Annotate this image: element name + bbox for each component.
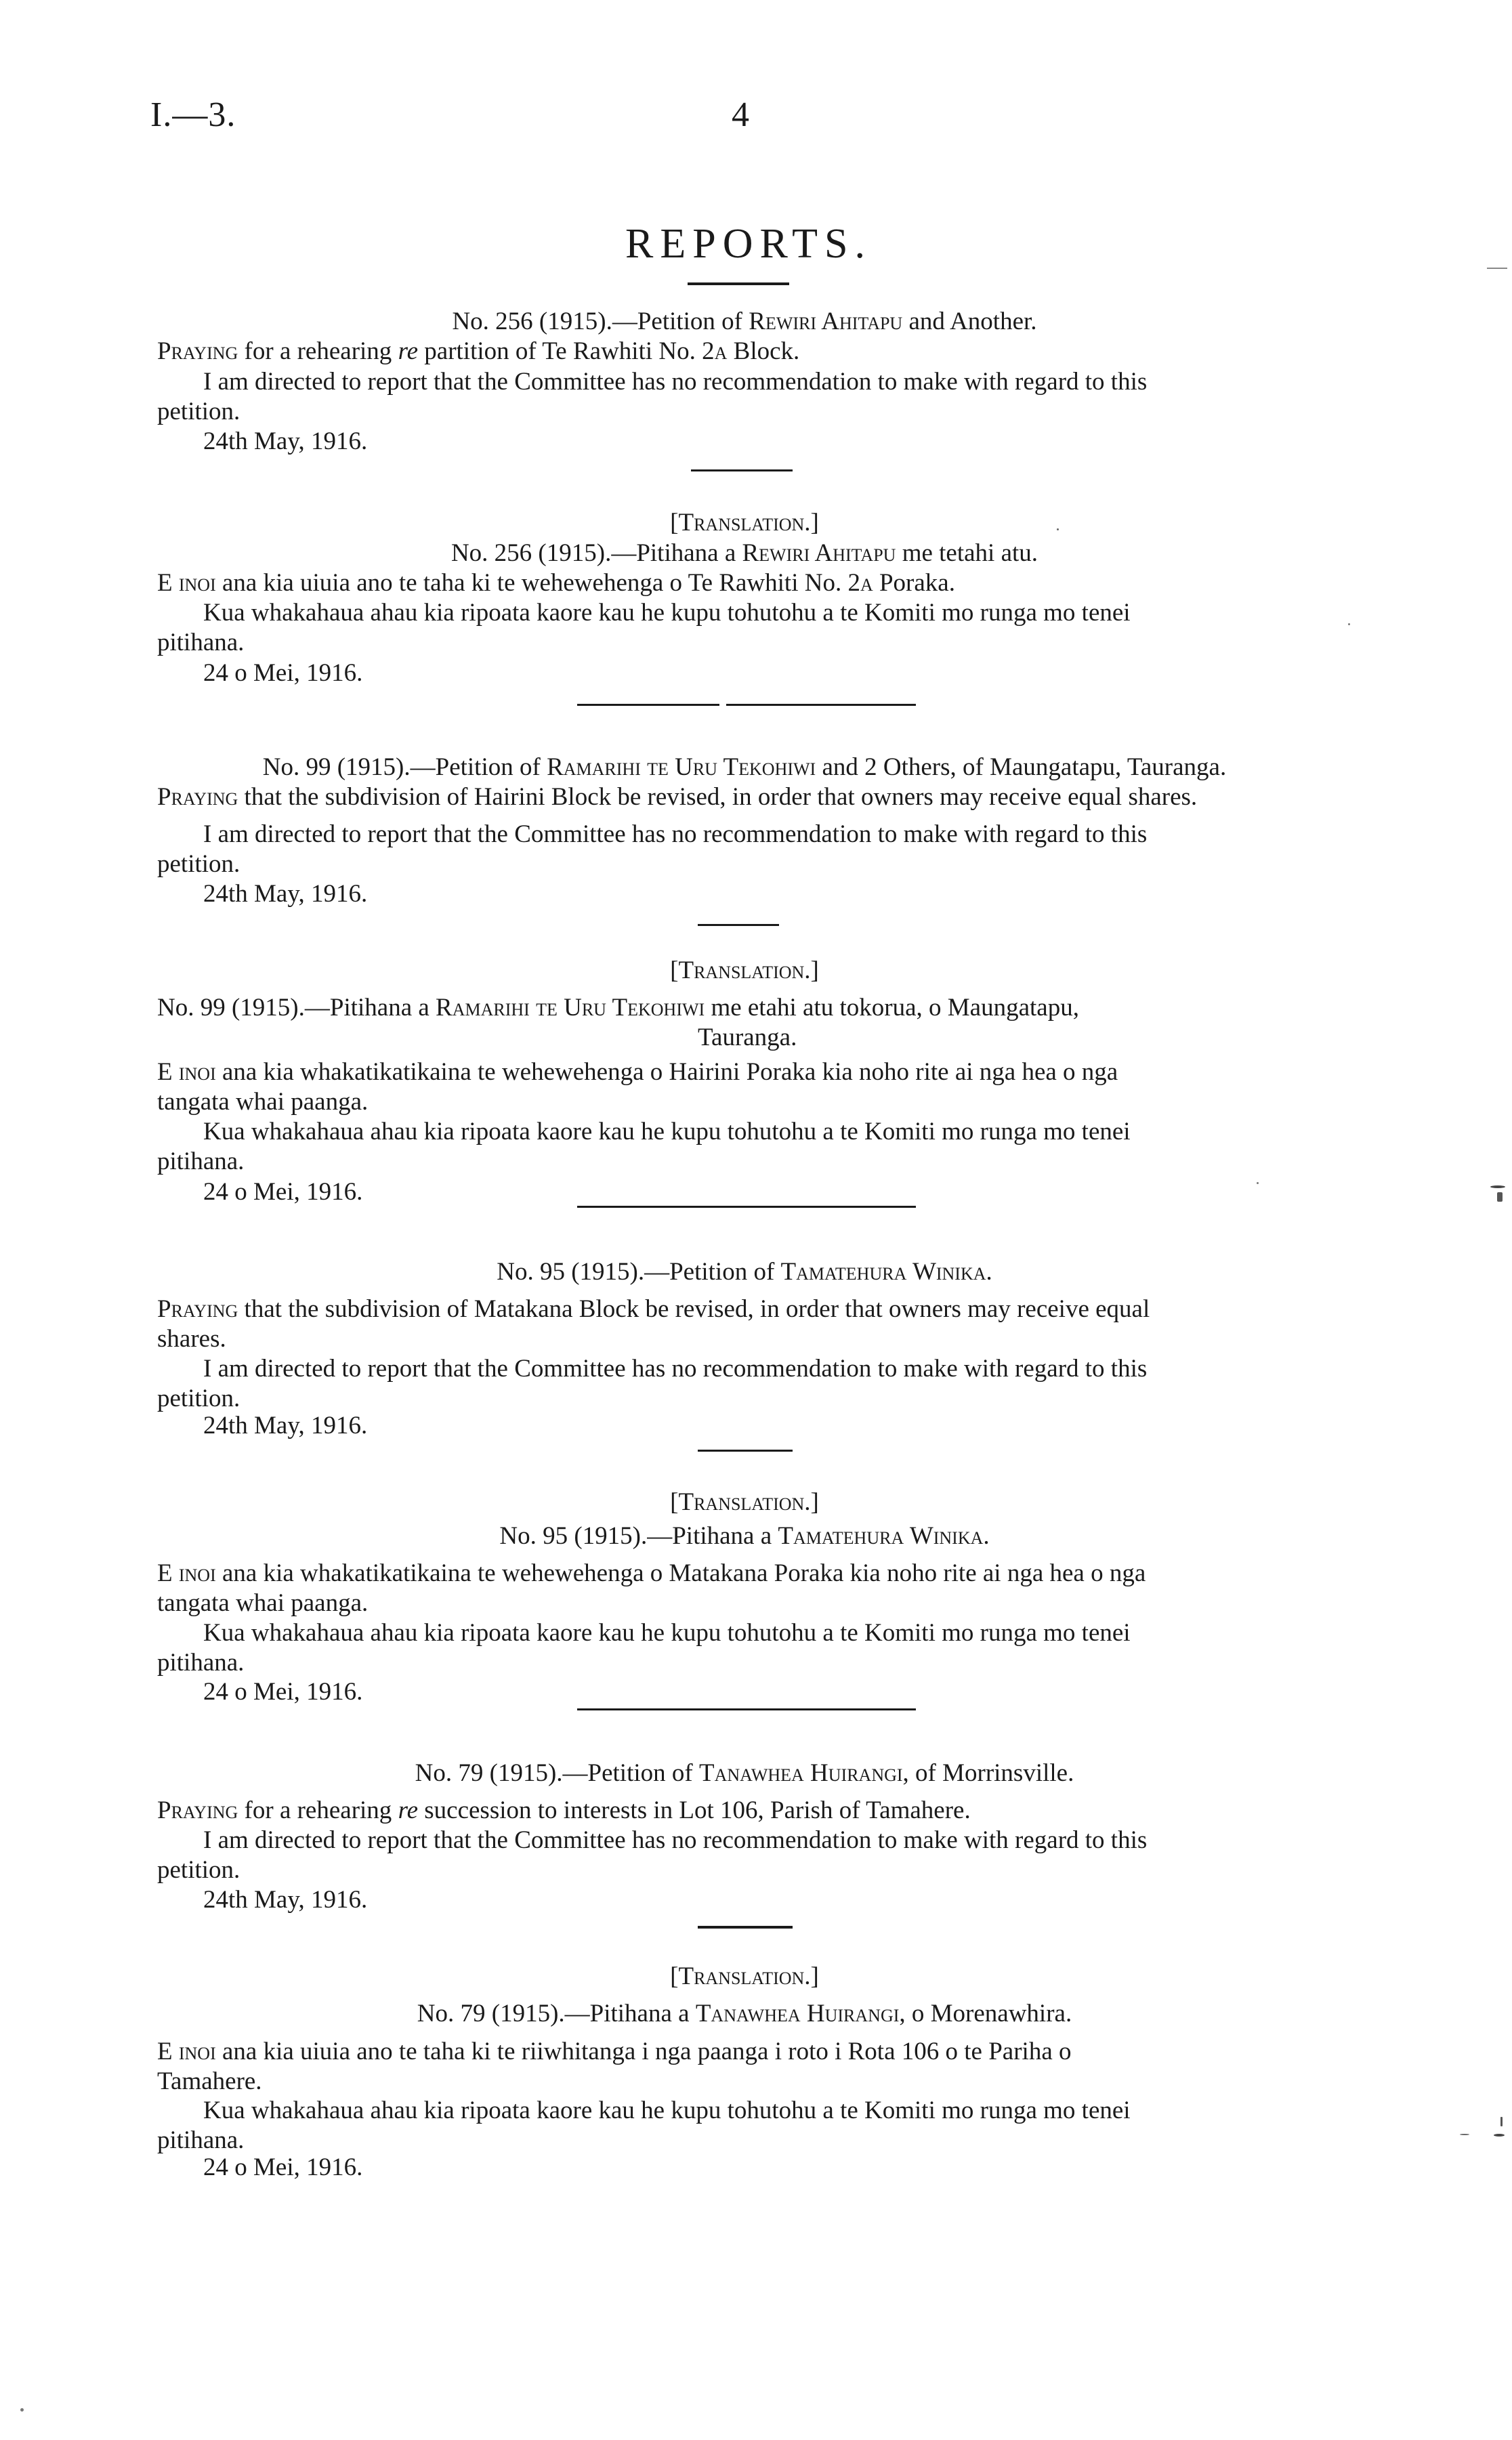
scan-mark <box>20 2408 24 2412</box>
praying-line: shares. <box>157 1325 226 1353</box>
page-number: 4 <box>732 96 749 134</box>
praying-text: for a rehearing <box>238 1796 398 1824</box>
translation-report-line: pitihana. <box>157 629 245 656</box>
translation-report-line: pitihana. <box>157 1148 245 1175</box>
petitioner-name: Tamatehura Winika <box>780 1258 986 1286</box>
section-rule <box>698 924 779 926</box>
petition-heading <box>157 1257 1332 1288</box>
heading-prefix: No. 95 (1915).—Petition of <box>497 1258 781 1286</box>
heading-suffix: and 2 Others, of Maungatapu, Tauranga. <box>816 753 1227 781</box>
praying-line <box>157 1795 971 1826</box>
praying-word: Praying <box>157 337 238 365</box>
scan-mark <box>1348 623 1350 625</box>
section-rule <box>698 1450 793 1452</box>
report-date: 24th May, 1916. <box>203 427 368 455</box>
translation-label: [Translation.] <box>670 1488 819 1516</box>
translation-report-line: Kua whakahaua ahau kia ripoata kaore kau he kupu tohutohu a te Komiti mo runga mo tenei <box>203 1619 1131 1647</box>
translation-report-line: Kua whakahaua ahau kia ripoata kaore kau he kupu tohutohu a te Komiti mo runga mo tenei <box>203 599 1131 627</box>
inoi-e: E <box>157 1058 179 1086</box>
report-date: 24th May, 1916. <box>203 1886 368 1914</box>
report-line: petition. <box>157 850 240 878</box>
heading-prefix: No. 79 (1915).—Pitihana a <box>417 2000 696 2027</box>
praying-re: re <box>398 1796 419 1824</box>
translation-label: [Translation.] <box>670 509 819 537</box>
section-rule <box>577 1206 916 1208</box>
inoi-word: inoi <box>178 569 216 597</box>
translation-label: [Translation.] <box>670 956 819 984</box>
petitioner-name: Ramarihi te Uru Tekohiwi <box>436 994 705 1022</box>
inoi-word: inoi <box>178 1559 216 1587</box>
translation-date: 24 o Mei, 1916. <box>203 1678 363 1706</box>
petitioner-name: Tanawhea Huirangi <box>695 2000 900 2027</box>
translation-heading-cont: Tauranga. <box>698 1024 797 1051</box>
inoi-line: tangata whai paanga. <box>157 1088 369 1116</box>
report-line: I am directed to report that the Committee has no recommendation to make with regard to this <box>203 1826 1148 1854</box>
praying-text: that the subdivision of Matakana Block be revised, in order that owners may receive equal <box>238 1295 1150 1323</box>
petitioner-name: Rewiri Ahitapu <box>742 539 896 567</box>
report-date: 24th May, 1916. <box>203 1412 368 1439</box>
heading-suffix: , o Morenawhira. <box>899 2000 1072 2027</box>
inoi-text: ana kia whakatikatikaina te wehewehenga o Matakana Poraka kia noho rite ai nga hea o nga <box>215 1559 1146 1587</box>
translation-report-line: pitihana. <box>157 1649 245 1677</box>
paper-id: I.—3. <box>150 96 236 134</box>
section-rule <box>698 1926 793 1929</box>
inoi-line <box>157 1558 1146 1589</box>
report-line: petition. <box>157 1856 240 1884</box>
section-rule <box>691 469 793 471</box>
translation-date: 24 o Mei, 1916. <box>203 1178 363 1206</box>
petition-heading <box>157 752 1332 783</box>
report-line: I am directed to report that the Committee has no recommendation to make with regard to this <box>203 1355 1148 1383</box>
report-date: 24th May, 1916. <box>203 880 368 908</box>
inoi-line <box>157 568 955 599</box>
inoi-e: E <box>157 1559 179 1587</box>
scan-mark <box>1257 1182 1259 1184</box>
heading-suffix: and Another. <box>902 308 1037 335</box>
praying-text: that the subdivision of Hairini Block be revised, in order that owners may receive equal shares. <box>238 783 1198 811</box>
translation-report-line: Kua whakahaua ahau kia ripoata kaore kau he kupu tohutohu a te Komiti mo runga mo tenei <box>203 1118 1131 1145</box>
petitioner-name: Ramarihi te Uru Tekohiwi <box>547 753 816 781</box>
translation-heading <box>157 992 1079 1024</box>
scan-mark <box>1497 1192 1503 1202</box>
praying-word: Praying <box>157 783 238 811</box>
section-double-rule <box>726 704 916 706</box>
report-line: petition. <box>157 398 240 425</box>
praying-line <box>157 336 799 367</box>
scan-mark <box>1487 268 1507 269</box>
inoi-word: inoi <box>178 1058 216 1086</box>
translation-report-line: Kua whakahaua ahau kia ripoata kaore kau he kupu tohutohu a te Komiti mo runga mo tenei <box>203 2097 1131 2124</box>
report-line: petition. <box>157 1385 240 1412</box>
block-letter: a <box>714 337 728 365</box>
translation-report-line: pitihana. <box>157 2126 245 2154</box>
petitioner-name: Tanawhea Huirangi <box>698 1759 903 1787</box>
translation-heading <box>157 538 1332 569</box>
inoi-text: Poraka. <box>873 569 955 597</box>
inoi-word: inoi <box>178 2038 216 2065</box>
inoi-line: Tamahere. <box>157 2067 262 2095</box>
praying-text: succession to interests in Lot 106, Parish of Tamahere. <box>418 1796 971 1824</box>
heading-suffix: , of Morrinsville. <box>902 1759 1074 1787</box>
petition-heading <box>157 306 1332 337</box>
inoi-e: E <box>157 569 179 597</box>
translation-heading <box>157 1521 1332 1552</box>
praying-text: partition of Te Rawhiti No. 2 <box>418 337 715 365</box>
translation-heading <box>157 1998 1332 2029</box>
heading-suffix: . <box>986 1258 992 1286</box>
praying-line <box>157 782 1197 813</box>
heading-prefix: No. 99 (1915).—Pitihana a <box>157 994 436 1022</box>
inoi-text: ana kia uiuia ano te taha ki te wehewehenga o Te Rawhiti No. 2 <box>215 569 860 597</box>
inoi-line: tangata whai paanga. <box>157 1589 369 1617</box>
translation-label: [Translation.] <box>670 1962 819 1990</box>
praying-text: for a rehearing <box>238 337 398 365</box>
inoi-line <box>157 2036 1072 2067</box>
report-line: I am directed to report that the Committee has no recommendation to make with regard to this <box>203 820 1148 848</box>
heading-suffix: me tetahi atu. <box>896 539 1038 567</box>
heading-prefix: No. 99 (1915).—Petition of <box>262 753 547 781</box>
title-rule <box>688 282 789 285</box>
praying-word: Praying <box>157 1295 238 1323</box>
praying-text: Block. <box>727 337 800 365</box>
heading-suffix: me etahi atu tokorua, o Maungatapu, <box>705 994 1079 1022</box>
section-rule <box>577 1708 916 1710</box>
page-title: REPORTS. <box>625 221 872 267</box>
inoi-text: ana kia uiuia ano te taha ki te riiwhitanga i nga paanga i roto i Rota 106 o te Pariha o <box>215 2038 1072 2065</box>
heading-suffix: . <box>983 1522 990 1550</box>
praying-word: Praying <box>157 1796 238 1824</box>
inoi-e: E <box>157 2038 179 2065</box>
scan-mark <box>1500 2117 1503 2126</box>
scan-mark <box>1057 528 1059 530</box>
translation-date: 24 o Mei, 1916. <box>203 2153 363 2181</box>
scan-mark <box>1460 2134 1469 2135</box>
scan-mark <box>1494 2134 1505 2137</box>
praying-re: re <box>398 337 419 365</box>
heading-prefix: No. 79 (1915).—Petition of <box>415 1759 699 1787</box>
report-line: I am directed to report that the Committee has no recommendation to make with regard to this <box>203 368 1148 396</box>
block-letter: a <box>860 569 873 597</box>
translation-date: 24 o Mei, 1916. <box>203 659 363 687</box>
scan-mark <box>1490 1185 1505 1188</box>
heading-prefix: No. 256 (1915).—Petition of <box>452 308 749 335</box>
section-double-rule <box>577 704 719 706</box>
petition-heading <box>157 1758 1332 1789</box>
praying-line <box>157 1294 1150 1325</box>
inoi-line <box>157 1057 1118 1088</box>
inoi-text: ana kia whakatikatikaina te wehewehenga o Hairini Poraka kia noho rite ai nga hea o nga <box>215 1058 1118 1086</box>
heading-prefix: No. 95 (1915).—Pitihana a <box>499 1522 778 1550</box>
heading-prefix: No. 256 (1915).—Pitihana a <box>450 539 742 567</box>
petitioner-name: Rewiri Ahitapu <box>749 308 903 335</box>
petitioner-name: Tamatehura Winika <box>778 1522 984 1550</box>
